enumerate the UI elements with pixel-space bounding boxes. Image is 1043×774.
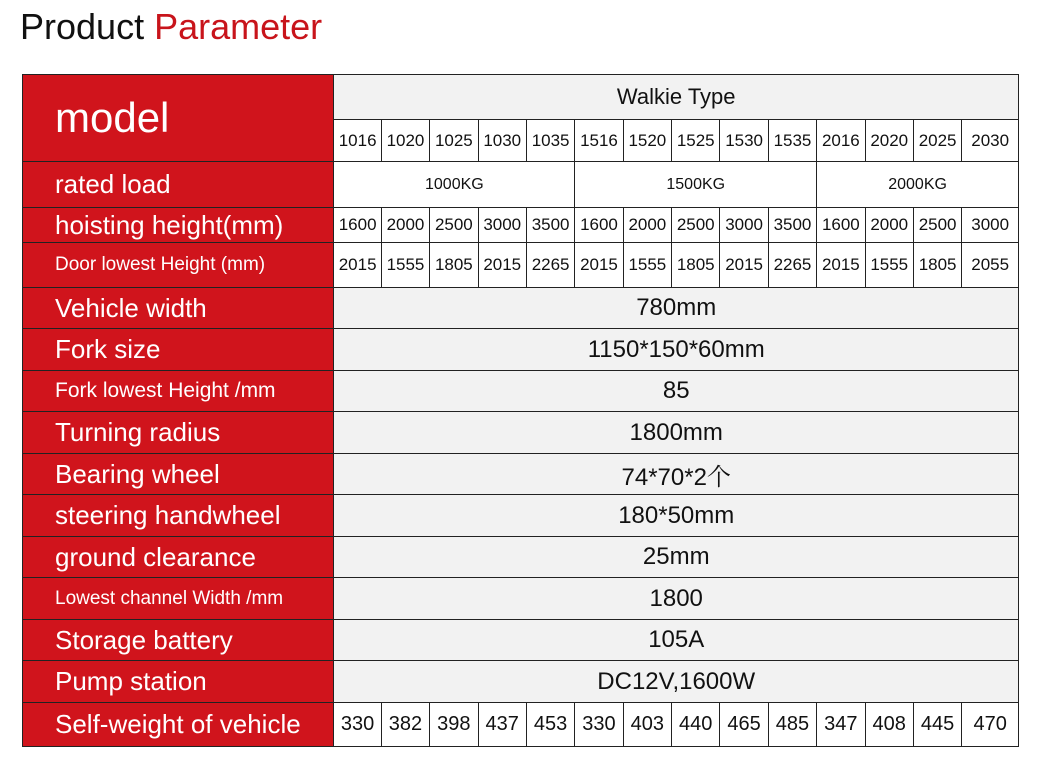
- self-weight-cell: 403: [623, 703, 671, 747]
- self-weight-cell: 453: [526, 703, 574, 747]
- model-cell: 1025: [430, 120, 478, 162]
- model-cell: 2025: [913, 120, 961, 162]
- self-weight-cell: 470: [962, 703, 1019, 747]
- hoisting-height-cell: 3000: [962, 208, 1019, 243]
- door-height-cell: 2015: [817, 243, 865, 288]
- door-lowest-height-row: [23, 243, 1019, 288]
- header-row: [23, 75, 1019, 120]
- self-weight-cell: 440: [672, 703, 720, 747]
- spec-row: [23, 329, 1019, 371]
- model-cell: 2020: [865, 120, 913, 162]
- spec-row: [23, 578, 1019, 620]
- spec-label: Fork size: [23, 329, 334, 371]
- hoisting-height-cell: 2000: [865, 208, 913, 243]
- self-weight-cell: 330: [575, 703, 623, 747]
- self-weight-cell: 437: [478, 703, 526, 747]
- door-height-cell: 1555: [623, 243, 671, 288]
- spec-label: Lowest channel Width /mm: [23, 578, 334, 620]
- self-weight-row: [23, 703, 1019, 747]
- type-header: Walkie Type: [334, 75, 1019, 120]
- spec-value: 105A: [334, 620, 1019, 661]
- spec-label: Pump station: [23, 661, 334, 703]
- spec-label: steering handwheel: [23, 495, 334, 537]
- hoisting-height-cell: 2500: [913, 208, 961, 243]
- model-cell: 1535: [768, 120, 816, 162]
- door-height-cell: 2015: [334, 243, 381, 288]
- spec-value: 1800: [334, 578, 1019, 620]
- self-weight-cell: 330: [334, 703, 381, 747]
- door-height-cell: 2015: [478, 243, 526, 288]
- spec-label: Turning radius: [23, 412, 334, 454]
- spec-label: Fork lowest Height /mm: [23, 371, 334, 412]
- rated-load-label: rated load: [23, 162, 334, 208]
- model-cell: 1516: [575, 120, 623, 162]
- hoisting-height-cell: 1600: [334, 208, 381, 243]
- door-lowest-height-label: Door lowest Height (mm): [23, 243, 334, 288]
- spec-label: ground clearance: [23, 537, 334, 578]
- model-cell: 1020: [381, 120, 429, 162]
- door-height-cell: 2015: [720, 243, 768, 288]
- spec-row: [23, 620, 1019, 661]
- self-weight-cell: 485: [768, 703, 816, 747]
- hoisting-height-cell: 3000: [720, 208, 768, 243]
- door-height-cell: 2055: [962, 243, 1019, 288]
- self-weight-cell: 382: [381, 703, 429, 747]
- hoisting-height-label: hoisting height(mm): [23, 208, 334, 243]
- door-height-cell: 2265: [526, 243, 574, 288]
- model-cell: 1016: [334, 120, 381, 162]
- rated-load-group: 1500KG: [575, 162, 817, 208]
- door-height-cell: 1555: [865, 243, 913, 288]
- model-cell: 1030: [478, 120, 526, 162]
- spec-label: Bearing wheel: [23, 454, 334, 495]
- spec-value: 180*50mm: [334, 495, 1019, 537]
- spec-value: 780mm: [334, 288, 1019, 329]
- door-height-cell: 1805: [430, 243, 478, 288]
- model-cell: 1525: [672, 120, 720, 162]
- title-part2: Parameter: [154, 6, 323, 47]
- spec-value: 25mm: [334, 537, 1019, 578]
- hoisting-height-cell: 2000: [381, 208, 429, 243]
- page-title: [20, 6, 322, 48]
- spec-value: 1800mm: [334, 412, 1019, 454]
- model-label: model: [23, 75, 334, 162]
- rated-load-group: 2000KG: [817, 162, 1019, 208]
- spec-row: [23, 288, 1019, 329]
- spec-row: [23, 495, 1019, 537]
- door-height-cell: 2015: [575, 243, 623, 288]
- model-cell: 2016: [817, 120, 865, 162]
- rated-load-row: [23, 162, 1019, 208]
- hoisting-height-cell: 3000: [478, 208, 526, 243]
- hoisting-height-cell: 2000: [623, 208, 671, 243]
- hoisting-height-cell: 1600: [817, 208, 865, 243]
- spec-row: [23, 537, 1019, 578]
- self-weight-cell: 465: [720, 703, 768, 747]
- spec-value: 74*70*2个: [334, 454, 1019, 495]
- title-part1: Product: [20, 6, 145, 47]
- model-cell: 2030: [962, 120, 1019, 162]
- spec-value: 1150*150*60mm: [334, 329, 1019, 371]
- door-height-cell: 1805: [913, 243, 961, 288]
- hoisting-height-cell: 3500: [526, 208, 574, 243]
- self-weight-cell: 445: [913, 703, 961, 747]
- spec-label: Vehicle width: [23, 288, 334, 329]
- self-weight-cell: 408: [865, 703, 913, 747]
- door-height-cell: 2265: [768, 243, 816, 288]
- rated-load-group: 1000KG: [334, 162, 575, 208]
- spec-row: [23, 454, 1019, 495]
- self-weight-label: Self-weight of vehicle: [23, 703, 334, 747]
- self-weight-cell: 347: [817, 703, 865, 747]
- model-cell: 1520: [623, 120, 671, 162]
- spec-row: [23, 661, 1019, 703]
- hoisting-height-row: [23, 208, 1019, 243]
- spec-value: 85: [334, 371, 1019, 412]
- hoisting-height-cell: 1600: [575, 208, 623, 243]
- spec-value: DC12V,1600W: [334, 661, 1019, 703]
- self-weight-cell: 398: [430, 703, 478, 747]
- spec-row: [23, 412, 1019, 454]
- spec-label: Storage battery: [23, 620, 334, 661]
- parameter-table: [22, 74, 1019, 747]
- hoisting-height-cell: 2500: [430, 208, 478, 243]
- model-cell: 1035: [526, 120, 574, 162]
- spec-row: [23, 371, 1019, 412]
- door-height-cell: 1555: [381, 243, 429, 288]
- hoisting-height-cell: 3500: [768, 208, 816, 243]
- model-cell: 1530: [720, 120, 768, 162]
- door-height-cell: 1805: [672, 243, 720, 288]
- hoisting-height-cell: 2500: [672, 208, 720, 243]
